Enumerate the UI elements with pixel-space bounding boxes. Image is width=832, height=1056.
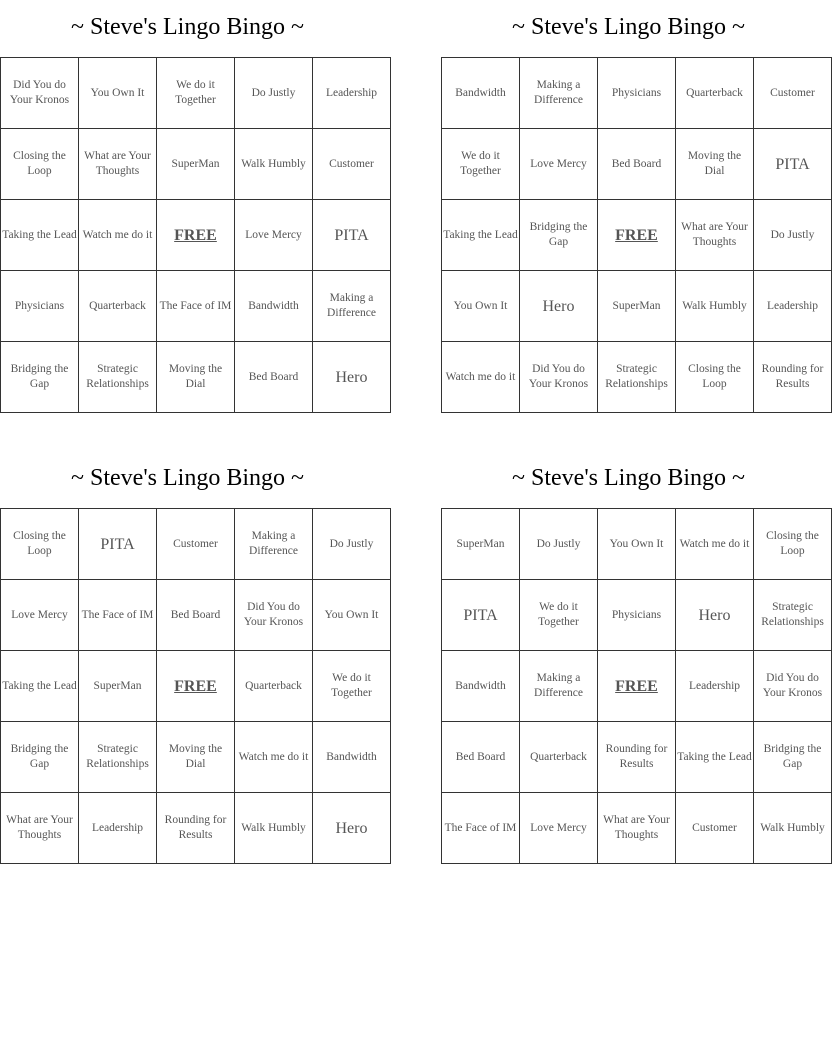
grid-row xyxy=(1,722,391,793)
bingo-cell: PITA xyxy=(442,580,520,651)
bingo-cell: Walk Humbly xyxy=(754,793,832,864)
bingo-cell: Did You do Your Kronos xyxy=(235,580,313,651)
bingo-grid xyxy=(441,508,832,864)
bingo-cell: Making a Difference xyxy=(313,271,391,342)
bingo-cell: Closing the Loop xyxy=(1,509,79,580)
bingo-cell: Customer xyxy=(754,58,832,129)
card-title: ~ Steve's Lingo Bingo ~ xyxy=(71,14,304,40)
grid-row xyxy=(1,651,391,722)
bingo-cell: We do it Together xyxy=(442,129,520,200)
bingo-grid xyxy=(0,508,391,864)
grid-row xyxy=(1,271,391,342)
bingo-cell: Walk Humbly xyxy=(676,271,754,342)
bingo-cell: Taking the Lead xyxy=(1,651,79,722)
bingo-cell: Closing the Loop xyxy=(676,342,754,413)
bingo-cell: Moving the Dial xyxy=(157,722,235,793)
bingo-cell: Moving the Dial xyxy=(157,342,235,413)
bingo-cell: Quarterback xyxy=(676,58,754,129)
bingo-cell: Rounding for Results xyxy=(157,793,235,864)
bingo-cell: Closing the Loop xyxy=(1,129,79,200)
bingo-cell: SuperMan xyxy=(157,129,235,200)
bingo-cell: SuperMan xyxy=(598,271,676,342)
bingo-cell: Taking the Lead xyxy=(442,200,520,271)
bingo-cell: Did You do Your Kronos xyxy=(754,651,832,722)
bingo-cell: Hero xyxy=(520,271,598,342)
bingo-cell: Hero xyxy=(676,580,754,651)
free-space-cell: FREE xyxy=(598,200,676,271)
bingo-cell: We do it Together xyxy=(157,58,235,129)
bingo-cell: Quarterback xyxy=(235,651,313,722)
bingo-cell: The Face of IM xyxy=(442,793,520,864)
bingo-cell: Leadership xyxy=(676,651,754,722)
bingo-cell: You Own It xyxy=(79,58,157,129)
bingo-cell: Walk Humbly xyxy=(235,793,313,864)
card-title: ~ Steve's Lingo Bingo ~ xyxy=(71,465,304,491)
bingo-cell: Bridging the Gap xyxy=(520,200,598,271)
grid-row xyxy=(442,58,832,129)
bingo-cell: Love Mercy xyxy=(520,129,598,200)
bingo-cell: We do it Together xyxy=(520,580,598,651)
free-space-cell: FREE xyxy=(598,651,676,722)
bingo-cell: Bandwidth xyxy=(235,271,313,342)
bingo-cell: Closing the Loop xyxy=(754,509,832,580)
bingo-cell: Love Mercy xyxy=(1,580,79,651)
grid-row xyxy=(442,342,832,413)
bingo-cell: Moving the Dial xyxy=(676,129,754,200)
bingo-cell: Leadership xyxy=(754,271,832,342)
bingo-cell: Making a Difference xyxy=(520,651,598,722)
bingo-cell: Customer xyxy=(313,129,391,200)
bingo-cell: Rounding for Results xyxy=(754,342,832,413)
bingo-cell: Do Justly xyxy=(520,509,598,580)
bingo-cell: Did You do Your Kronos xyxy=(520,342,598,413)
bingo-cell: Love Mercy xyxy=(520,793,598,864)
bingo-cell: You Own It xyxy=(598,509,676,580)
bingo-cell: Leadership xyxy=(313,58,391,129)
bingo-cell: PITA xyxy=(754,129,832,200)
bingo-cell: Bandwidth xyxy=(442,58,520,129)
bingo-cell: Did You do Your Kronos xyxy=(1,58,79,129)
bingo-cell: Bridging the Gap xyxy=(1,722,79,793)
bingo-cell: What are Your Thoughts xyxy=(676,200,754,271)
grid-row xyxy=(1,509,391,580)
grid-row xyxy=(442,509,832,580)
bingo-cell: Bed Board xyxy=(598,129,676,200)
bingo-cell: Rounding for Results xyxy=(598,722,676,793)
bingo-cell: Making a Difference xyxy=(520,58,598,129)
free-space-cell: FREE xyxy=(157,200,235,271)
bingo-cell: What are Your Thoughts xyxy=(79,129,157,200)
bingo-cell: Bed Board xyxy=(442,722,520,793)
bingo-cell: Bed Board xyxy=(235,342,313,413)
grid-row xyxy=(442,129,832,200)
grid-row xyxy=(1,793,391,864)
bingo-cell: Do Justly xyxy=(754,200,832,271)
bingo-cell: Do Justly xyxy=(313,509,391,580)
bingo-cell: You Own It xyxy=(313,580,391,651)
bingo-cell: Watch me do it xyxy=(235,722,313,793)
card-title: ~ Steve's Lingo Bingo ~ xyxy=(512,14,745,40)
bingo-cell: Do Justly xyxy=(235,58,313,129)
grid-row xyxy=(1,129,391,200)
bingo-cell: PITA xyxy=(313,200,391,271)
grid-row xyxy=(442,580,832,651)
grid-row xyxy=(442,200,832,271)
bingo-cell: Watch me do it xyxy=(676,509,754,580)
bingo-cell: The Face of IM xyxy=(157,271,235,342)
grid-row xyxy=(1,342,391,413)
bingo-grid xyxy=(441,57,832,413)
bingo-cell: Strategic Relationships xyxy=(598,342,676,413)
bingo-cell: Physicians xyxy=(598,580,676,651)
bingo-cell: We do it Together xyxy=(313,651,391,722)
grid-row xyxy=(1,200,391,271)
bingo-cell: Strategic Relationships xyxy=(754,580,832,651)
bingo-cell: Strategic Relationships xyxy=(79,722,157,793)
bingo-cell: You Own It xyxy=(442,271,520,342)
bingo-cell: What are Your Thoughts xyxy=(598,793,676,864)
card-title: ~ Steve's Lingo Bingo ~ xyxy=(512,465,745,491)
bingo-cell: Hero xyxy=(313,342,391,413)
bingo-cell: Bed Board xyxy=(157,580,235,651)
bingo-cell: Bandwidth xyxy=(442,651,520,722)
bingo-cell: PITA xyxy=(79,509,157,580)
bingo-cell: Walk Humbly xyxy=(235,129,313,200)
bingo-cell: Watch me do it xyxy=(79,200,157,271)
grid-row xyxy=(1,580,391,651)
bingo-cell: Customer xyxy=(676,793,754,864)
bingo-cell: Love Mercy xyxy=(235,200,313,271)
bingo-cell: Bridging the Gap xyxy=(754,722,832,793)
bingo-cell: The Face of IM xyxy=(79,580,157,651)
bingo-cell: Physicians xyxy=(598,58,676,129)
bingo-cell: Physicians xyxy=(1,271,79,342)
bingo-cell: Hero xyxy=(313,793,391,864)
bingo-grid xyxy=(0,57,391,413)
bingo-cell: SuperMan xyxy=(442,509,520,580)
bingo-cell: Bridging the Gap xyxy=(1,342,79,413)
bingo-cell: Making a Difference xyxy=(235,509,313,580)
bingo-cell: Quarterback xyxy=(520,722,598,793)
bingo-cell: Leadership xyxy=(79,793,157,864)
bingo-cell: Taking the Lead xyxy=(1,200,79,271)
bingo-cell: What are Your Thoughts xyxy=(1,793,79,864)
bingo-cell: Strategic Relationships xyxy=(79,342,157,413)
grid-row xyxy=(442,271,832,342)
grid-row xyxy=(442,793,832,864)
bingo-cell: Customer xyxy=(157,509,235,580)
bingo-cell: SuperMan xyxy=(79,651,157,722)
grid-row xyxy=(1,58,391,129)
bingo-cell: Bandwidth xyxy=(313,722,391,793)
bingo-cell: Taking the Lead xyxy=(676,722,754,793)
grid-row xyxy=(442,722,832,793)
bingo-cell: Watch me do it xyxy=(442,342,520,413)
grid-row xyxy=(442,651,832,722)
bingo-cell: Quarterback xyxy=(79,271,157,342)
free-space-cell: FREE xyxy=(157,651,235,722)
